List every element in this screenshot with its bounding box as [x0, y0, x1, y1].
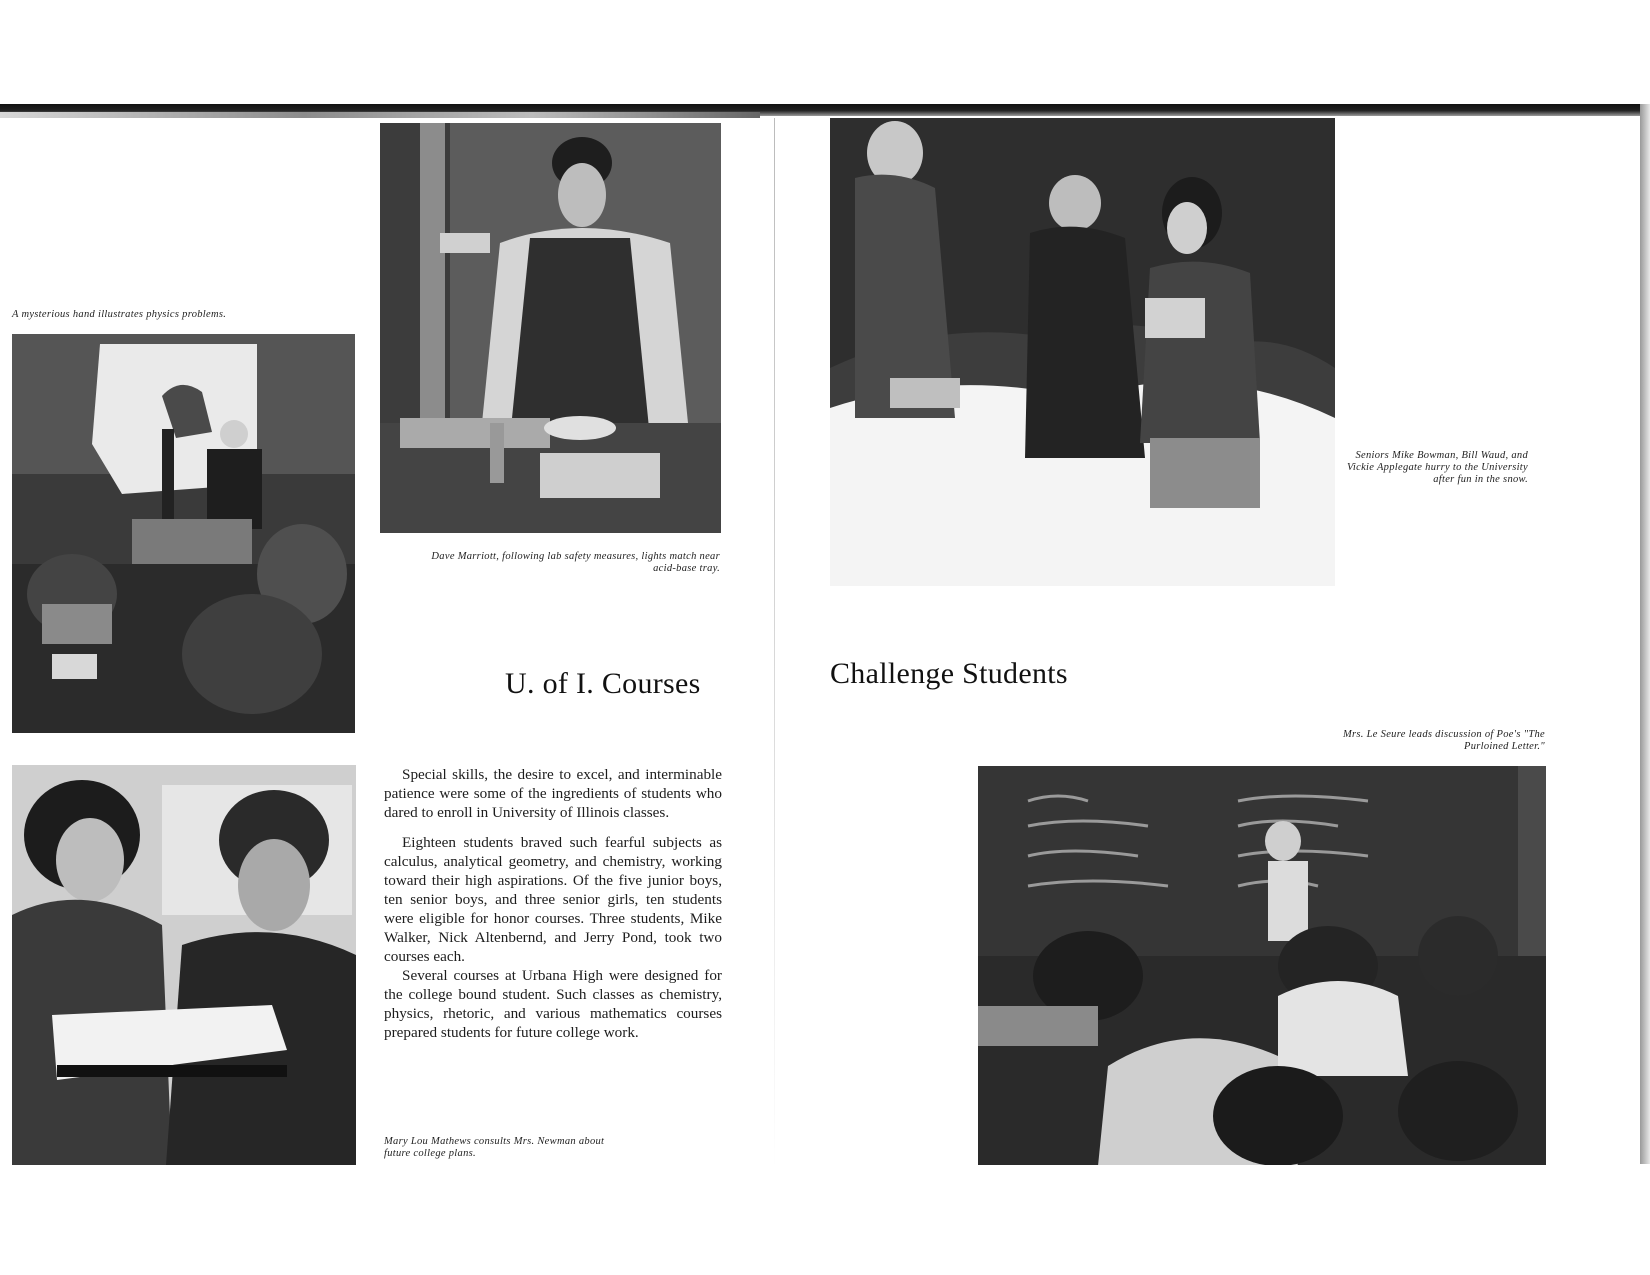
headline-right: Challenge Students	[830, 657, 1068, 690]
caption-snow-photo: Seniors Mike Bowman, Bill Waud, and Vickie Applegate hurry to the University after fun in the snow.	[1346, 450, 1528, 485]
article-paragraph: Special skills, the desire to excel, and interminable patience were some of the ingredients of students who dared to enroll in University of Illinois classes.	[384, 766, 722, 821]
article-paragraph: Eighteen students braved such fearful subjects as calculus, analytical geometry, and chemistry, working toward their high aspirations. Of the five junior boys, ten senior boys, and three senior girls, ten students were eligible for honor courses. Three students, Mike Walker, Nick Altenbernd, and Jerry Pond, took two courses each.	[384, 834, 722, 965]
college-consult-illustration	[12, 765, 356, 1165]
photo-lab-experiment	[380, 123, 721, 533]
book-spread-top-edge	[0, 104, 1650, 116]
article-body	[384, 765, 722, 1053]
lab-experiment-illustration	[380, 123, 721, 533]
physics-class-illustration	[12, 334, 355, 733]
book-right-edge	[1640, 104, 1650, 1164]
photo-classroom-discussion	[978, 766, 1546, 1165]
photo-college-consult	[12, 765, 356, 1165]
page-gutter	[774, 118, 775, 1168]
caption-consult-photo: Mary Lou Mathews consults Mrs. Newman about future college plans.	[384, 1136, 605, 1159]
headline-left: U. of I. Courses	[505, 667, 701, 700]
caption-physics-photo: A mysterious hand illustrates physics problems.	[12, 309, 227, 320]
caption-discussion-photo: Mrs. Le Seure leads discussion of Poe's "The Purloined Letter."	[1342, 729, 1545, 752]
snow-walk-illustration	[830, 118, 1335, 586]
classroom-discussion-illustration	[978, 766, 1546, 1165]
article-paragraph: Several courses at Urbana High were designed for the college bound student. Such classes as chemistry, physics, rhetoric, and various mathematics courses prepared students for future college work.	[384, 967, 722, 1041]
photo-snow-walk	[830, 118, 1335, 586]
photo-physics-class	[12, 334, 355, 733]
page-edge-shading	[0, 112, 760, 118]
caption-lab-photo: Dave Marriott, following lab safety measures, lights match near acid-base tray.	[431, 551, 720, 574]
